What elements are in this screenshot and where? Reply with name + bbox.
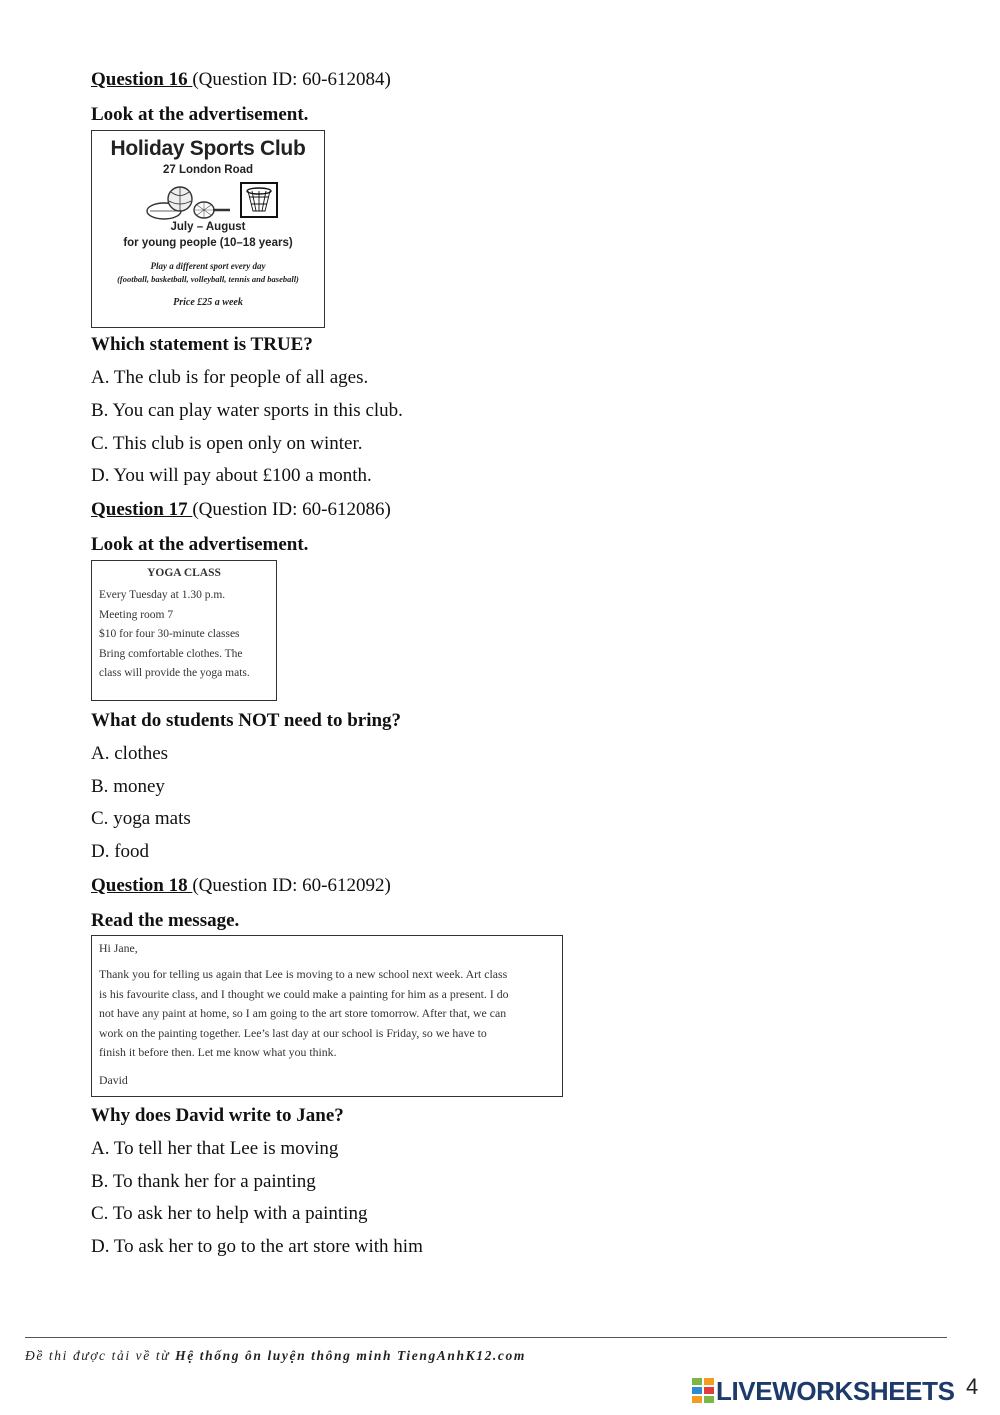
yoga-title: YOGA CLASS bbox=[147, 567, 221, 579]
ad-play: Play a different sport every day bbox=[150, 261, 266, 271]
option-letter: A. bbox=[91, 367, 110, 388]
q18-option-b[interactable] bbox=[91, 1170, 316, 1194]
q16-option-b[interactable] bbox=[91, 399, 403, 423]
ad-dates: July – August bbox=[170, 221, 246, 233]
q18-option-d[interactable] bbox=[91, 1235, 423, 1259]
message-signature: David bbox=[99, 1073, 128, 1087]
footer-divider bbox=[25, 1337, 947, 1338]
ad-title: Holiday Sports Club bbox=[110, 137, 306, 160]
q18-option-c[interactable] bbox=[91, 1202, 367, 1226]
ad-audience: for young people (10–18 years) bbox=[123, 237, 293, 249]
option-text: The club is for people of all ages. bbox=[113, 367, 369, 388]
page-number: 4 bbox=[966, 1374, 979, 1399]
option-text: To ask her to go to the art store with him bbox=[113, 1236, 423, 1257]
q17-question: What do students NOT need to bring? bbox=[91, 710, 402, 731]
message-box bbox=[91, 935, 563, 1097]
option-letter: C. bbox=[91, 433, 109, 454]
option-letter: D. bbox=[91, 1236, 110, 1257]
q18-instruction: Read the message. bbox=[91, 910, 240, 931]
q18-question: Why does David write to Jane? bbox=[91, 1105, 344, 1126]
yoga-class-advertisement bbox=[91, 560, 277, 701]
liveworksheets-text: LIVEWORKSHEETS bbox=[716, 1375, 955, 1406]
message-greeting: Hi Jane, bbox=[99, 941, 138, 955]
message-line: Thank you for telling us again that Lee is moving to a new school next week. Art class bbox=[99, 967, 508, 981]
option-letter: D. bbox=[91, 465, 110, 486]
option-letter: B. bbox=[91, 776, 109, 797]
yoga-line: class will provide the yoga mats. bbox=[99, 667, 250, 679]
footer-source-name: Hệ thống ôn luyện thông minh TiengAnhK12.com bbox=[175, 1348, 526, 1363]
q16-option-c[interactable] bbox=[91, 432, 362, 456]
sports-balls-icon bbox=[142, 183, 232, 225]
q16-question: Which statement is TRUE? bbox=[91, 334, 313, 355]
option-text: clothes bbox=[114, 743, 169, 764]
q16-option-a[interactable] bbox=[91, 366, 368, 390]
q18-option-a[interactable] bbox=[91, 1137, 338, 1161]
q17-instruction: Look at the advertisement. bbox=[91, 534, 309, 555]
basketball-hoop-icon bbox=[238, 181, 280, 219]
yoga-line: Every Tuesday at 1.30 p.m. bbox=[99, 589, 226, 601]
liveworksheets-logo[interactable] bbox=[692, 1375, 955, 1407]
option-letter: A. bbox=[91, 1138, 110, 1159]
yoga-line: $10 for four 30-minute classes bbox=[99, 628, 240, 640]
option-letter: A. bbox=[91, 743, 110, 764]
q17-option-a[interactable] bbox=[91, 742, 168, 766]
q18-title: Question 18 bbox=[91, 875, 193, 896]
ad-address: 27 London Road bbox=[162, 164, 254, 176]
q16-instruction: Look at the advertisement. bbox=[91, 104, 309, 125]
option-letter: C. bbox=[91, 1203, 109, 1224]
q17-title: Question 17 bbox=[91, 499, 193, 520]
ad-price: Price £25 a week bbox=[173, 297, 243, 308]
option-text: To ask her to help with a painting bbox=[112, 1203, 368, 1224]
q16-id: (Question ID: 60-612084) bbox=[192, 69, 391, 90]
option-text: This club is open only on winter. bbox=[112, 433, 363, 454]
q16-option-d[interactable] bbox=[91, 464, 372, 488]
sports-club-advertisement bbox=[91, 130, 325, 328]
option-letter: C. bbox=[91, 808, 109, 829]
q17-id: (Question ID: 60-612086) bbox=[192, 499, 391, 520]
option-text: To thank her for a painting bbox=[112, 1171, 316, 1192]
q17-option-d[interactable] bbox=[91, 840, 149, 864]
option-text: yoga mats bbox=[113, 808, 191, 829]
option-text: food bbox=[114, 841, 150, 862]
q16-header bbox=[91, 68, 391, 92]
option-letter: B. bbox=[91, 400, 109, 421]
yoga-line: Meeting room 7 bbox=[99, 608, 174, 621]
liveworksheets-mark-icon bbox=[692, 1378, 714, 1404]
message-line: is his favourite class, and I thought we could make a painting for him as a present. I do bbox=[99, 986, 509, 1001]
q17-option-b[interactable] bbox=[91, 775, 165, 799]
option-text: money bbox=[113, 776, 165, 797]
option-text: You can play water sports in this club. bbox=[112, 400, 403, 421]
footer-prefix: Đề thi được tải về từ bbox=[25, 1348, 176, 1363]
q17-header bbox=[91, 498, 391, 522]
q18-id: (Question ID: 60-612092) bbox=[192, 875, 391, 896]
q17-option-c[interactable] bbox=[91, 807, 191, 831]
option-text: You will pay about £100 a month. bbox=[113, 465, 372, 486]
yoga-line: Bring comfortable clothes. The bbox=[99, 647, 243, 660]
message-line: work on the painting together. Lee’s last day at our school is Friday, so we have to bbox=[99, 1025, 487, 1040]
message-line: not have any paint at home, so I am going to the art store tomorrow. After that, we can bbox=[99, 1006, 507, 1021]
ad-sports: (football, basketball, volleyball, tennis and baseball) bbox=[117, 274, 299, 284]
q16-title: Question 16 bbox=[91, 69, 193, 90]
option-text: To tell her that Lee is moving bbox=[113, 1138, 339, 1159]
option-letter: D. bbox=[91, 841, 110, 862]
option-letter: B. bbox=[91, 1171, 109, 1192]
q18-header bbox=[91, 874, 391, 898]
message-line: finish it before then. Let me know what you think. bbox=[99, 1045, 337, 1060]
footer-source bbox=[25, 1348, 526, 1364]
